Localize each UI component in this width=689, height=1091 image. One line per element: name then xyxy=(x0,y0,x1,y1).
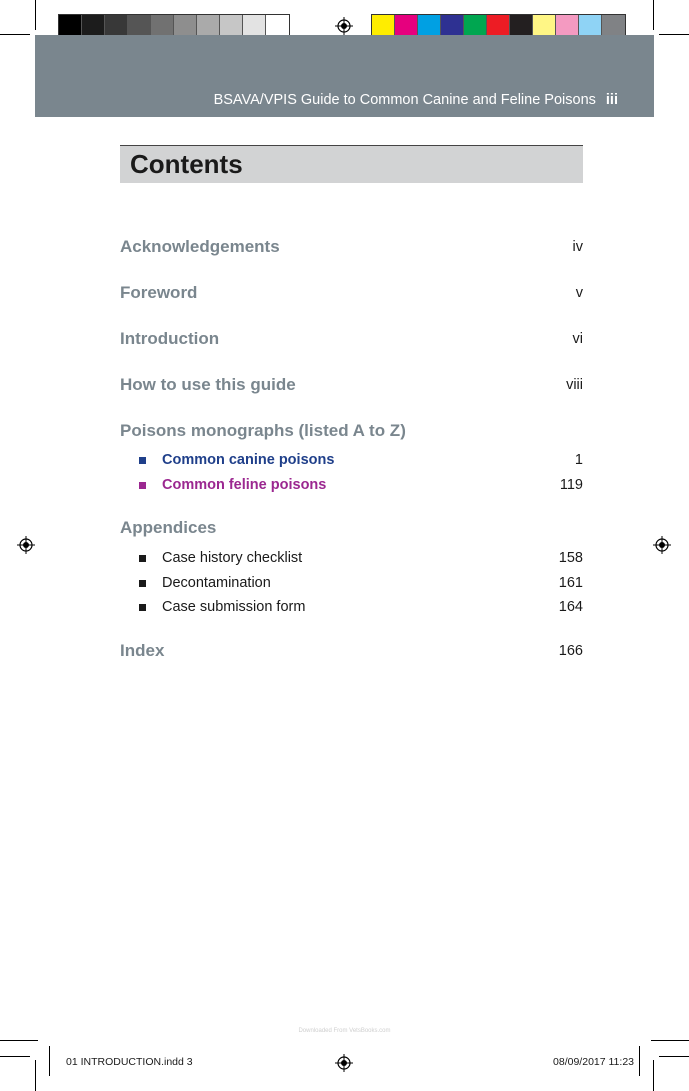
toc-sub-page: 1 xyxy=(574,452,583,468)
bullet-square-icon xyxy=(139,482,146,489)
toc-sub-label: Common canine poisons xyxy=(162,452,335,468)
toc-sub-page: 164 xyxy=(558,599,583,615)
running-title: BSAVA/VPIS Guide to Common Canine and Feline Poisons xyxy=(213,92,596,108)
crop-mark xyxy=(651,1040,689,1041)
toc-entry-how-to-use[interactable] xyxy=(120,375,583,397)
toc-label: Introduction xyxy=(120,329,220,348)
toc-entry-introduction[interactable] xyxy=(120,329,583,351)
toc-sub-label: Case history checklist xyxy=(162,550,303,566)
toc-label: Appendices xyxy=(120,518,217,537)
toc-subentry-case-history[interactable] xyxy=(120,549,583,571)
toc-label: Poisons monographs (listed A to Z) xyxy=(120,421,406,440)
toc-subentry-feline[interactable] xyxy=(120,476,583,498)
toc-sub-page: 158 xyxy=(558,550,583,566)
toc-subentry-canine[interactable] xyxy=(120,451,583,473)
toc-label: Index xyxy=(120,641,165,660)
toc-label: Acknowledgements xyxy=(120,237,280,256)
color-swatch xyxy=(487,15,510,37)
color-swatch xyxy=(197,15,220,37)
contents-title-box xyxy=(120,145,583,183)
bullet-square-icon xyxy=(139,457,146,464)
registration-mark-icon xyxy=(17,536,35,554)
registration-mark-icon xyxy=(335,1054,353,1072)
running-head xyxy=(214,92,618,108)
crop-mark xyxy=(35,1060,36,1091)
toc-subentry-decontamination[interactable] xyxy=(120,574,583,596)
toc-sub-page: 161 xyxy=(558,575,583,591)
color-swatch xyxy=(151,15,174,37)
crop-mark xyxy=(0,1040,38,1041)
toc-page: iv xyxy=(572,239,583,255)
crop-mark xyxy=(653,1060,654,1091)
toc-entry-appendices xyxy=(120,518,583,540)
slug-datetime: 08/09/2017 11:23 xyxy=(553,1056,634,1068)
toc-entry-foreword[interactable] xyxy=(120,283,583,305)
color-swatch xyxy=(372,15,395,37)
color-swatch xyxy=(441,15,464,37)
toc-page: vi xyxy=(572,331,583,347)
toc-sub-label: Decontamination xyxy=(162,575,271,591)
toc-label: How to use this guide xyxy=(120,375,296,394)
toc-entry-index[interactable] xyxy=(120,641,583,663)
color-swatch xyxy=(82,15,105,37)
slug-filename: 01 INTRODUCTION.indd 3 xyxy=(66,1056,193,1068)
toc-page: 166 xyxy=(558,643,583,659)
color-swatch xyxy=(418,15,441,37)
crop-mark xyxy=(653,0,654,30)
registration-mark-icon xyxy=(335,17,353,35)
color-swatch xyxy=(395,15,418,37)
color-swatch xyxy=(174,15,197,37)
color-swatch xyxy=(266,15,289,37)
bullet-square-icon xyxy=(139,580,146,587)
page-title: Contents xyxy=(130,149,243,179)
color-swatch xyxy=(533,15,556,37)
color-swatch xyxy=(556,15,579,37)
toc-sub-label: Case submission form xyxy=(162,599,306,615)
color-swatch xyxy=(59,15,82,37)
crop-mark xyxy=(659,1056,689,1057)
crop-mark xyxy=(0,34,30,35)
crop-mark xyxy=(639,1046,640,1076)
watermark: Downloaded From VetsBooks.com xyxy=(298,1028,391,1034)
crop-mark xyxy=(49,1046,50,1076)
crop-mark xyxy=(0,1056,30,1057)
bullet-square-icon xyxy=(139,555,146,562)
color-swatch xyxy=(220,15,243,37)
color-swatch xyxy=(510,15,533,37)
toc-sub-label: Common feline poisons xyxy=(162,477,327,493)
toc-sub-page: 119 xyxy=(559,477,583,493)
color-swatch xyxy=(464,15,487,37)
color-swatch xyxy=(243,15,266,37)
page-number: iii xyxy=(605,92,618,108)
toc-entry-acknowledgements[interactable] xyxy=(120,237,583,259)
toc-label: Foreword xyxy=(120,283,198,302)
toc-entry-poisons-monographs xyxy=(120,421,583,443)
color-swatch xyxy=(128,15,151,37)
color-swatch xyxy=(602,15,625,37)
crop-mark xyxy=(35,0,36,30)
color-swatch xyxy=(105,15,128,37)
toc-page: v xyxy=(575,285,583,301)
toc-page: viii xyxy=(566,377,583,393)
toc-subentry-case-submission[interactable] xyxy=(120,598,583,620)
registration-mark-icon xyxy=(653,536,671,554)
bullet-square-icon xyxy=(139,604,146,611)
color-swatch xyxy=(579,15,602,37)
crop-mark xyxy=(659,34,689,35)
